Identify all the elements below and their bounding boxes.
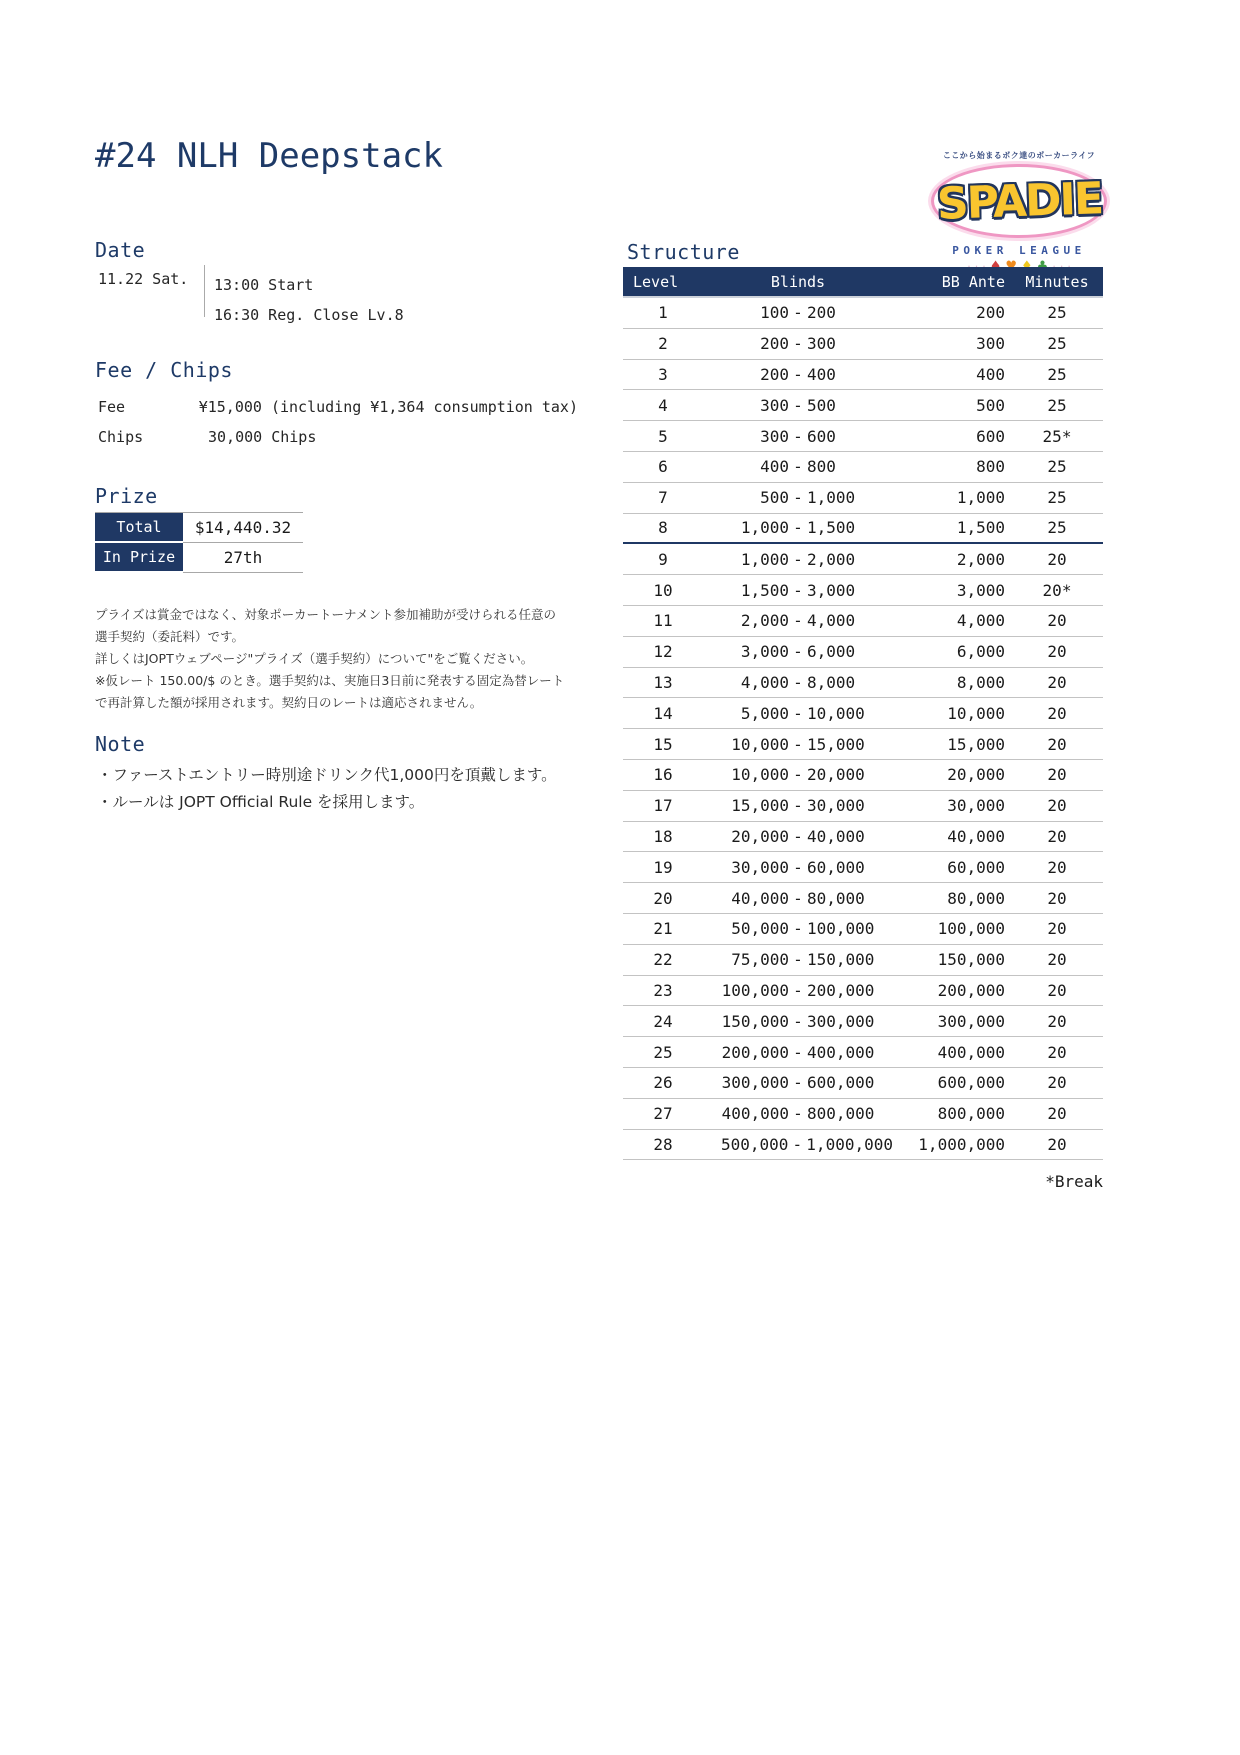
blinds-cell (703, 334, 893, 353)
small-blind: 150,000 (721, 1011, 789, 1031)
blinds-cell (703, 1043, 893, 1062)
prize-row (95, 513, 303, 543)
small-blind: 400 (760, 457, 789, 477)
bb-ante-cell: 4,000 (956, 611, 1005, 631)
bb-ante-cell: 10,000 (947, 703, 1005, 723)
logo-tagline: ここから始まるボク達のポーカーライフ (942, 151, 1096, 160)
big-blind: 30,000 (807, 796, 865, 816)
note-list (97, 762, 597, 816)
small-blind: 1,500 (740, 580, 789, 600)
small-blind: 200,000 (721, 1042, 789, 1062)
bb-ante-cell: 500 (976, 395, 1005, 415)
minutes-cell: 20 (1047, 642, 1067, 662)
level-cell: 17 (653, 796, 673, 816)
bb-ante-cell: 150,000 (937, 950, 1005, 970)
note-heading: Note (95, 732, 146, 756)
prize-row (95, 543, 303, 573)
big-blind: 8,000 (807, 672, 856, 692)
blinds-cell (703, 642, 893, 661)
small-blind: 200 (760, 364, 789, 384)
blinds-dash: - (793, 426, 803, 446)
small-blind: 5,000 (740, 703, 789, 723)
structure-row (623, 390, 1103, 421)
minutes-cell: 20 (1047, 765, 1067, 785)
column-header-level: Level (633, 272, 679, 291)
structure-rows (623, 298, 1103, 1160)
blinds-cell (703, 704, 893, 723)
fee-chips-row (98, 422, 578, 452)
prize-value: 27th (183, 543, 303, 573)
big-blind: 2,000 (807, 549, 856, 569)
level-cell: 21 (653, 919, 673, 939)
blinds-dash: - (793, 457, 803, 477)
minutes-cell: 25 (1047, 364, 1067, 384)
big-blind: 800,000 (807, 1104, 875, 1124)
level-cell: 8 (658, 518, 668, 538)
fee-chips-row (98, 392, 578, 422)
bb-ante-cell: 200,000 (937, 980, 1005, 1000)
page-title: #24 NLH Deepstack (95, 136, 443, 176)
level-cell: 10 (653, 580, 673, 600)
blinds-dash: - (793, 672, 803, 692)
bb-ante-cell: 600 (976, 426, 1005, 446)
small-blind: 10,000 (731, 734, 789, 754)
bb-ante-cell: 100,000 (937, 919, 1005, 939)
blinds-cell (703, 488, 893, 507)
date-time-line: 16:30 Reg. Close Lv.8 (214, 306, 404, 324)
small-blind: 50,000 (731, 919, 789, 939)
bb-ante-cell: 30,000 (947, 796, 1005, 816)
blinds-cell (703, 1012, 893, 1031)
blinds-cell (703, 1135, 893, 1154)
big-blind: 200,000 (807, 980, 875, 1000)
blinds-dash: - (793, 1011, 803, 1031)
blinds-cell (703, 303, 893, 322)
small-blind: 1,000 (740, 518, 789, 538)
minutes-cell: 25 (1047, 334, 1067, 354)
level-cell: 1 (658, 303, 668, 323)
bb-ante-cell: 300,000 (937, 1011, 1005, 1031)
bb-ante-cell: 1,000 (956, 488, 1005, 508)
prize-value: $14,440.32 (183, 513, 303, 543)
structure-row (623, 575, 1103, 606)
minutes-cell: 25 (1047, 303, 1067, 323)
logo-capsule (931, 164, 1107, 238)
logo-subtitle: POKER LEAGUE (952, 244, 1086, 257)
minutes-cell: 20 (1047, 611, 1067, 631)
big-blind: 400 (807, 364, 836, 384)
structure-row (623, 1037, 1103, 1068)
blinds-dash: - (793, 919, 803, 939)
small-blind: 2,000 (740, 611, 789, 631)
blinds-cell (703, 858, 893, 877)
blinds-dash: - (793, 703, 803, 723)
prize-heading: Prize (95, 484, 158, 508)
blinds-cell (703, 889, 893, 908)
level-cell: 4 (658, 395, 668, 415)
column-header-blinds: Blinds (770, 272, 826, 291)
blinds-cell (703, 1104, 893, 1123)
blinds-dash: - (793, 765, 803, 785)
structure-row (623, 606, 1103, 637)
blinds-cell (703, 950, 893, 969)
minutes-cell: 20 (1047, 980, 1067, 1000)
blinds-dash: - (793, 826, 803, 846)
minutes-cell: 20 (1047, 857, 1067, 877)
bb-ante-cell: 6,000 (956, 642, 1005, 662)
bb-ante-cell: 1,500 (956, 518, 1005, 538)
big-blind: 800 (807, 457, 836, 477)
blinds-dash: - (793, 642, 803, 662)
bb-ante-cell: 800,000 (937, 1104, 1005, 1124)
structure-row (623, 914, 1103, 945)
big-blind: 20,000 (807, 765, 865, 785)
blinds-dash: - (793, 334, 803, 354)
small-blind: 100 (760, 303, 789, 323)
structure-row (623, 544, 1103, 575)
column-header-minutes: Minutes (1025, 272, 1089, 291)
blinds-dash: - (793, 857, 803, 877)
blinds-cell (703, 981, 893, 1000)
big-blind: 500 (807, 395, 836, 415)
prize-label: In Prize (95, 543, 183, 573)
big-blind: 60,000 (807, 857, 865, 877)
big-blind: 200 (807, 303, 836, 323)
level-cell: 27 (653, 1104, 673, 1124)
big-blind: 3,000 (807, 580, 856, 600)
level-cell: 3 (658, 364, 668, 384)
level-cell: 13 (653, 672, 673, 692)
blinds-dash: - (793, 303, 803, 323)
structure-row (623, 852, 1103, 883)
big-blind: 600 (807, 426, 836, 446)
disclaimer-line: プライズは賞金ではなく、対象ポーカートーナメント参加補助が受けられる任意の (95, 607, 557, 622)
blinds-dash: - (793, 1104, 803, 1124)
big-blind: 10,000 (807, 703, 865, 723)
structure-row (623, 1099, 1103, 1130)
fee-chips-label: Fee (98, 398, 126, 416)
blinds-dash: - (793, 1073, 803, 1093)
disclaimer-line: 詳しくはJOPTウェブページ"プライズ（選手契約）について"をご覧ください。 (95, 651, 534, 666)
disclaimer-line: ※仮レート 150.00/$ のとき。選手契約は、実施日3日前に発表する固定為替レート (95, 673, 565, 688)
blinds-dash: - (793, 549, 803, 569)
minutes-cell: 20 (1047, 1134, 1067, 1154)
bb-ante-cell: 400,000 (937, 1042, 1005, 1062)
note-item: ・ルールは JOPT Official Rule を採用します。 (97, 793, 425, 811)
big-blind: 300 (807, 334, 836, 354)
minutes-cell: 20 (1047, 1011, 1067, 1031)
blinds-dash: - (793, 611, 803, 631)
date-times (214, 270, 404, 330)
bb-ante-cell: 2,000 (956, 549, 1005, 569)
minutes-cell: 25* (1042, 426, 1072, 446)
blinds-dash: - (793, 1042, 803, 1062)
blinds-dash: - (793, 980, 803, 1000)
big-blind: 6,000 (807, 642, 856, 662)
big-blind: 15,000 (807, 734, 865, 754)
big-blind: 100,000 (807, 919, 875, 939)
bb-ante-cell: 600,000 (937, 1073, 1005, 1093)
blinds-dash: - (793, 734, 803, 754)
bb-ante-cell: 1,000,000 (918, 1134, 1005, 1154)
blinds-dash: - (793, 518, 803, 538)
date-heading: Date (95, 238, 146, 262)
minutes-cell: 25 (1047, 488, 1067, 508)
big-blind: 150,000 (807, 950, 875, 970)
fee-chips-label: Chips (98, 428, 144, 446)
blinds-cell (703, 735, 893, 754)
level-cell: 23 (653, 980, 673, 1000)
small-blind: 3,000 (740, 642, 789, 662)
bb-ante-cell: 40,000 (947, 826, 1005, 846)
structure-table (623, 267, 1103, 1160)
level-cell: 20 (653, 888, 673, 908)
structure-row (623, 1068, 1103, 1099)
minutes-cell: 20 (1047, 1073, 1067, 1093)
logo-wordmark: SPADIE (935, 172, 1103, 230)
bb-ante-cell: 800 (976, 457, 1005, 477)
big-blind: 600,000 (807, 1073, 875, 1093)
small-blind: 4,000 (740, 672, 789, 692)
date-time-line: 13:00 Start (214, 276, 314, 294)
structure-row (623, 298, 1103, 329)
structure-row (623, 421, 1103, 452)
structure-row (623, 729, 1103, 760)
blinds-cell (703, 365, 893, 384)
blinds-cell (703, 765, 893, 784)
small-blind: 300 (760, 426, 789, 446)
small-blind: 500,000 (720, 1134, 789, 1154)
level-cell: 12 (653, 642, 673, 662)
small-blind: 30,000 (731, 857, 789, 877)
minutes-cell: 20 (1047, 950, 1067, 970)
note-item: ・ファーストエントリー時別途ドリンク代1,000円を頂戴します。 (97, 766, 557, 784)
blinds-cell (703, 919, 893, 938)
minutes-cell: 20 (1047, 1104, 1067, 1124)
level-cell: 7 (658, 488, 668, 508)
minutes-cell: 20 (1047, 796, 1067, 816)
level-cell: 16 (653, 765, 673, 785)
structure-row (623, 483, 1103, 514)
small-blind: 400,000 (721, 1104, 789, 1124)
blinds-cell (703, 1073, 893, 1092)
fee-chips-heading: Fee / Chips (95, 358, 233, 382)
blinds-dash: - (793, 580, 803, 600)
structure-row (623, 452, 1103, 483)
structure-row (623, 1130, 1103, 1161)
level-cell: 24 (653, 1011, 673, 1031)
bb-ante-cell: 200 (976, 303, 1005, 323)
blinds-cell (703, 611, 893, 630)
blinds-cell (703, 550, 893, 569)
blinds-cell (703, 396, 893, 415)
blinds-dash: - (793, 950, 803, 970)
date-divider (204, 265, 205, 317)
small-blind: 300,000 (721, 1073, 789, 1093)
minutes-cell: 20 (1047, 549, 1067, 569)
small-blind: 500 (760, 488, 789, 508)
structure-row (623, 1006, 1103, 1037)
bb-ante-cell: 80,000 (947, 888, 1005, 908)
level-cell: 2 (658, 334, 668, 354)
big-blind: 400,000 (807, 1042, 875, 1062)
level-cell: 9 (658, 549, 668, 569)
level-cell: 5 (658, 426, 668, 446)
structure-row (623, 668, 1103, 699)
fee-chips-value: 30,000 Chips (208, 428, 317, 446)
big-blind: 300,000 (807, 1011, 875, 1031)
disclaimer-line: で再計算した額が採用されます。契約日のレートは適応されません。 (95, 695, 483, 710)
prize-disclaimer (95, 604, 595, 714)
structure-heading: Structure (627, 240, 740, 264)
small-blind: 40,000 (731, 888, 789, 908)
level-cell: 14 (653, 703, 673, 723)
small-blind: 100,000 (721, 980, 789, 1000)
fee-rows (98, 392, 578, 452)
structure-row (623, 329, 1103, 360)
prize-table (95, 512, 303, 573)
small-blind: 300 (760, 395, 789, 415)
blinds-dash: - (793, 395, 803, 415)
bb-ante-cell: 20,000 (947, 765, 1005, 785)
minutes-cell: 20 (1047, 734, 1067, 754)
minutes-cell: 20 (1047, 919, 1067, 939)
blinds-dash: - (793, 796, 803, 816)
structure-row (623, 698, 1103, 729)
structure-row (623, 514, 1103, 545)
structure-header-row (623, 267, 1103, 298)
blinds-cell (703, 827, 893, 846)
level-cell: 22 (653, 950, 673, 970)
break-footnote: *Break (1045, 1172, 1103, 1191)
bb-ante-cell: 15,000 (947, 734, 1005, 754)
blinds-cell (703, 673, 893, 692)
level-cell: 15 (653, 734, 673, 754)
big-blind: 1,000 (807, 488, 856, 508)
minutes-cell: 20 (1047, 888, 1067, 908)
minutes-cell: 20 (1047, 672, 1067, 692)
big-blind: 40,000 (807, 826, 865, 846)
small-blind: 200 (760, 334, 789, 354)
bb-ante-cell: 8,000 (956, 672, 1005, 692)
level-cell: 25 (653, 1042, 673, 1062)
column-header-bb-ante: BB Ante (941, 272, 1005, 291)
structure-row (623, 360, 1103, 391)
big-blind: 1,000,000 (806, 1134, 893, 1154)
minutes-cell: 20 (1047, 1042, 1067, 1062)
big-blind: 1,500 (807, 518, 856, 538)
spadie-logo (928, 150, 1110, 273)
minutes-cell: 20 (1047, 826, 1067, 846)
structure-row (623, 637, 1103, 668)
bb-ante-cell: 3,000 (956, 580, 1005, 600)
minutes-cell: 25 (1047, 518, 1067, 538)
blinds-cell (703, 457, 893, 476)
blinds-cell (703, 796, 893, 815)
structure-row (623, 945, 1103, 976)
small-blind: 1,000 (740, 549, 789, 569)
structure-row (623, 760, 1103, 791)
minutes-cell: 20* (1042, 580, 1072, 600)
level-cell: 6 (658, 457, 668, 477)
level-cell: 19 (653, 857, 673, 877)
blinds-dash: - (793, 364, 803, 384)
blinds-cell (703, 427, 893, 446)
blinds-dash: - (792, 1134, 803, 1154)
big-blind: 80,000 (807, 888, 865, 908)
structure-row (623, 976, 1103, 1007)
minutes-cell: 20 (1047, 703, 1067, 723)
bb-ante-cell: 400 (976, 364, 1005, 384)
level-cell: 28 (653, 1134, 673, 1154)
minutes-cell: 25 (1047, 457, 1067, 477)
level-cell: 18 (653, 826, 673, 846)
prize-label: Total (95, 513, 183, 543)
blinds-dash: - (793, 488, 803, 508)
blinds-cell (703, 518, 893, 537)
small-blind: 75,000 (731, 950, 789, 970)
small-blind: 20,000 (731, 826, 789, 846)
big-blind: 4,000 (807, 611, 856, 631)
fee-chips-value: ¥15,000 (including ¥1,364 consumption tax) (198, 398, 578, 416)
small-blind: 15,000 (731, 796, 789, 816)
small-blind: 10,000 (731, 765, 789, 785)
structure-row (623, 822, 1103, 853)
blinds-cell (703, 581, 893, 600)
level-cell: 11 (653, 611, 673, 631)
bb-ante-cell: 300 (976, 334, 1005, 354)
date-day: 11.22 Sat. (98, 270, 189, 288)
level-cell: 26 (653, 1073, 673, 1093)
structure-row (623, 791, 1103, 822)
disclaimer-line: 選手契約（委託料）です。 (95, 629, 245, 644)
structure-row (623, 883, 1103, 914)
minutes-cell: 25 (1047, 395, 1067, 415)
bb-ante-cell: 60,000 (947, 857, 1005, 877)
blinds-dash: - (793, 888, 803, 908)
